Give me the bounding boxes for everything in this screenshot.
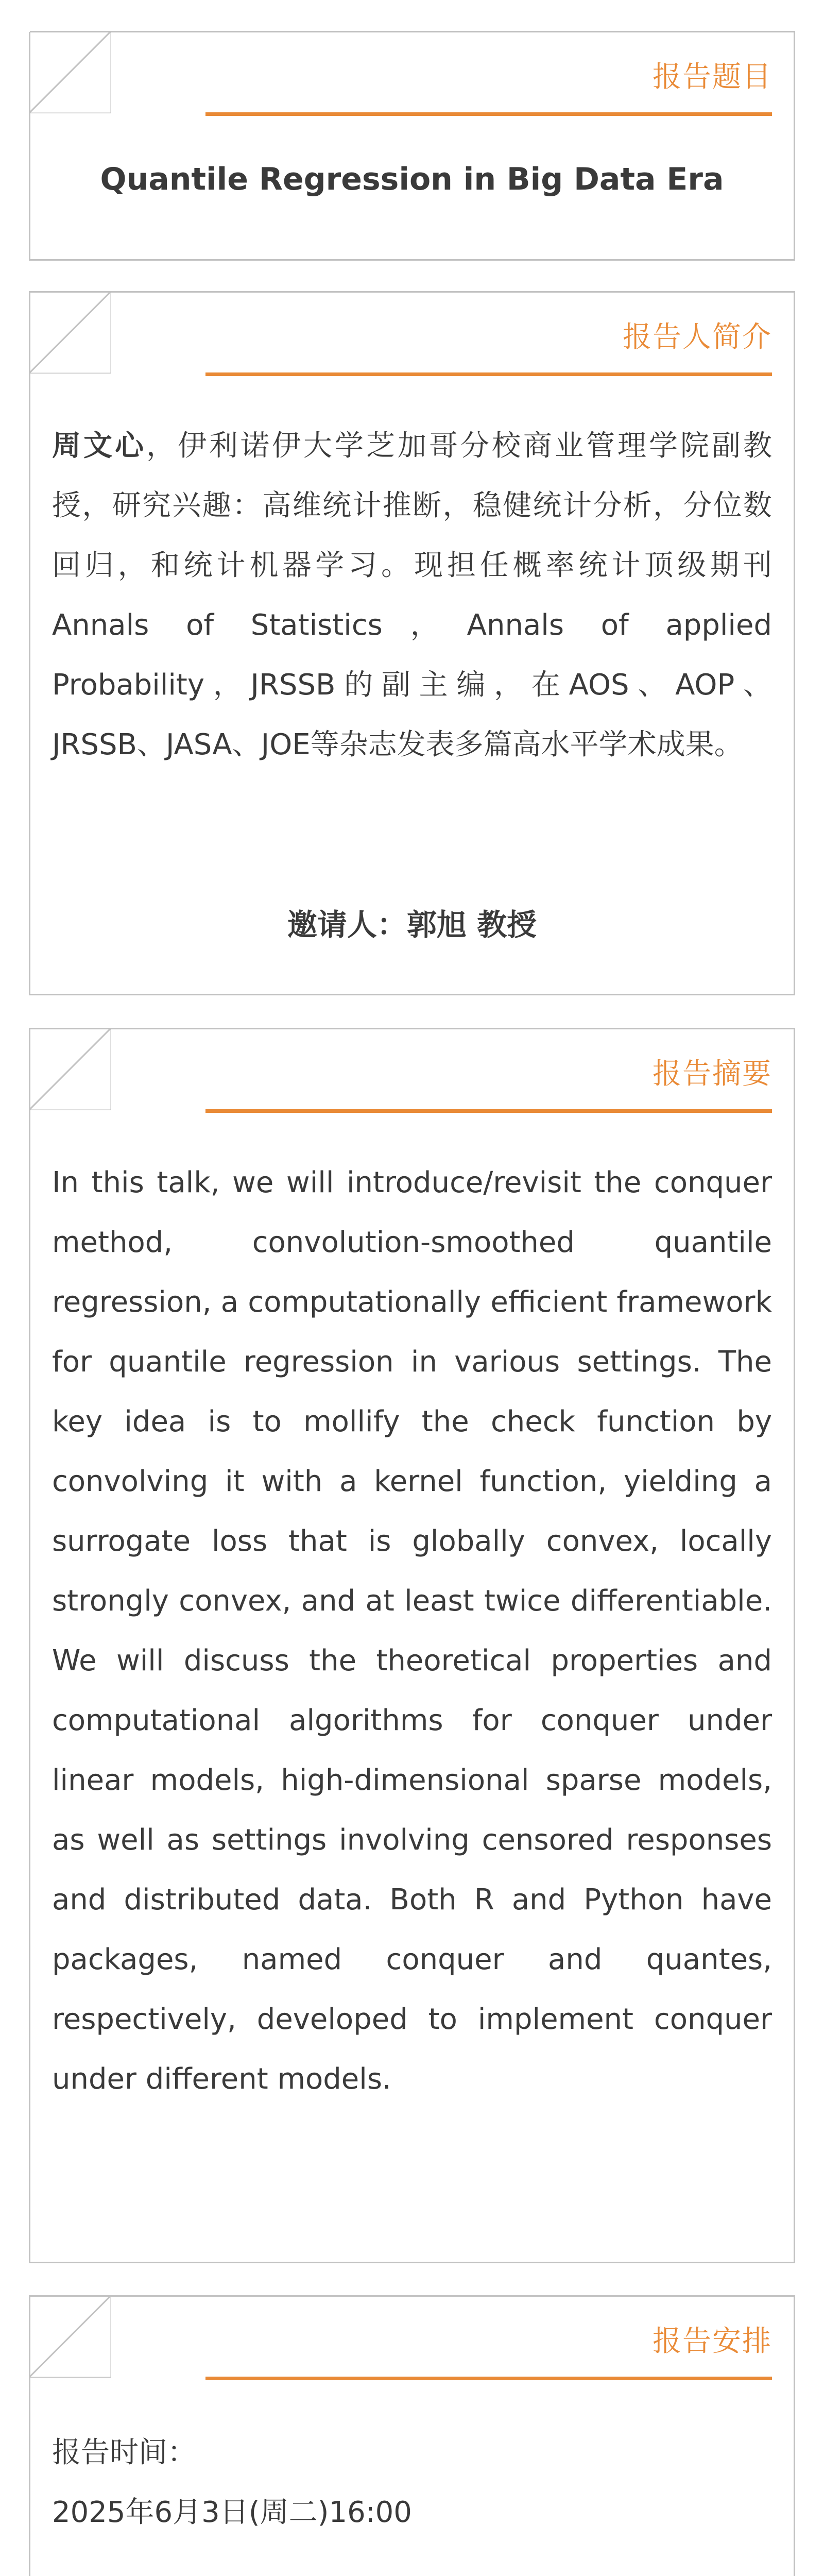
- section-label-speaker: 报告人简介: [623, 320, 772, 354]
- speaker-bio: [52, 416, 772, 775]
- speaker-card: [29, 291, 795, 995]
- title-underline: [205, 1109, 772, 1113]
- section-label-schedule: 报告安排: [653, 2325, 772, 2358]
- topic-card: [29, 31, 795, 261]
- schedule-time: [52, 2423, 772, 2543]
- title-underline: [205, 372, 772, 376]
- section-label-abstract: 报告摘要: [653, 1057, 772, 1091]
- abstract-card: [29, 1028, 795, 2263]
- folded-corner-icon: [29, 1028, 111, 1110]
- folded-corner-icon: [29, 31, 111, 113]
- section-label-topic: 报告题目: [653, 60, 772, 94]
- folded-corner-icon: [29, 291, 111, 374]
- title-underline: [205, 112, 772, 116]
- speaker-bio-text: ，伊利诺伊大学芝加哥分校商业管理学院副教授，研究兴趣：高维统计推断，稳健统计分析，分位数回归，和统计机器学习。现担任概率统计顶级期刊Annals of Statistics，Annals of applied Probability，JRSSB的副主编，在AOS、AOP、JRSSB、JASA、JOE等杂志发表多篇高水平学术成果。: [52, 429, 772, 761]
- abstract-text: In this talk, we will introduce/revisit the conquer method, convolution-smoothed quantile regression, a computationally efficient framework for quantile regression in various settings. The key idea is to mollify the check function by convolving it with a kernel function, yielding a surrogate loss that is globally convex, locally strongly convex, and at least twice differentiable. We will discuss the theoretical properties and computational algorithms for conquer under linear models, high-dimensional sparse models, as well as settings involving censored responses and distributed data. Both R and Python have packages, named conquer and quantes, respectively, developed to implement conquer under different models.: [52, 1166, 772, 2096]
- speaker-name: 周文心: [52, 429, 146, 463]
- folded-corner-icon: [29, 2295, 111, 2378]
- time-label: 报告时间：: [52, 2436, 196, 2469]
- schedule-card: [29, 2295, 795, 2576]
- time-value: 2025年6月3日(周二)16:00: [52, 2496, 412, 2529]
- talk-title: Quantile Regression in Big Data Era: [100, 161, 724, 197]
- inviter: 邀请人：郭旭 教授: [287, 907, 537, 942]
- title-underline: [205, 2377, 772, 2380]
